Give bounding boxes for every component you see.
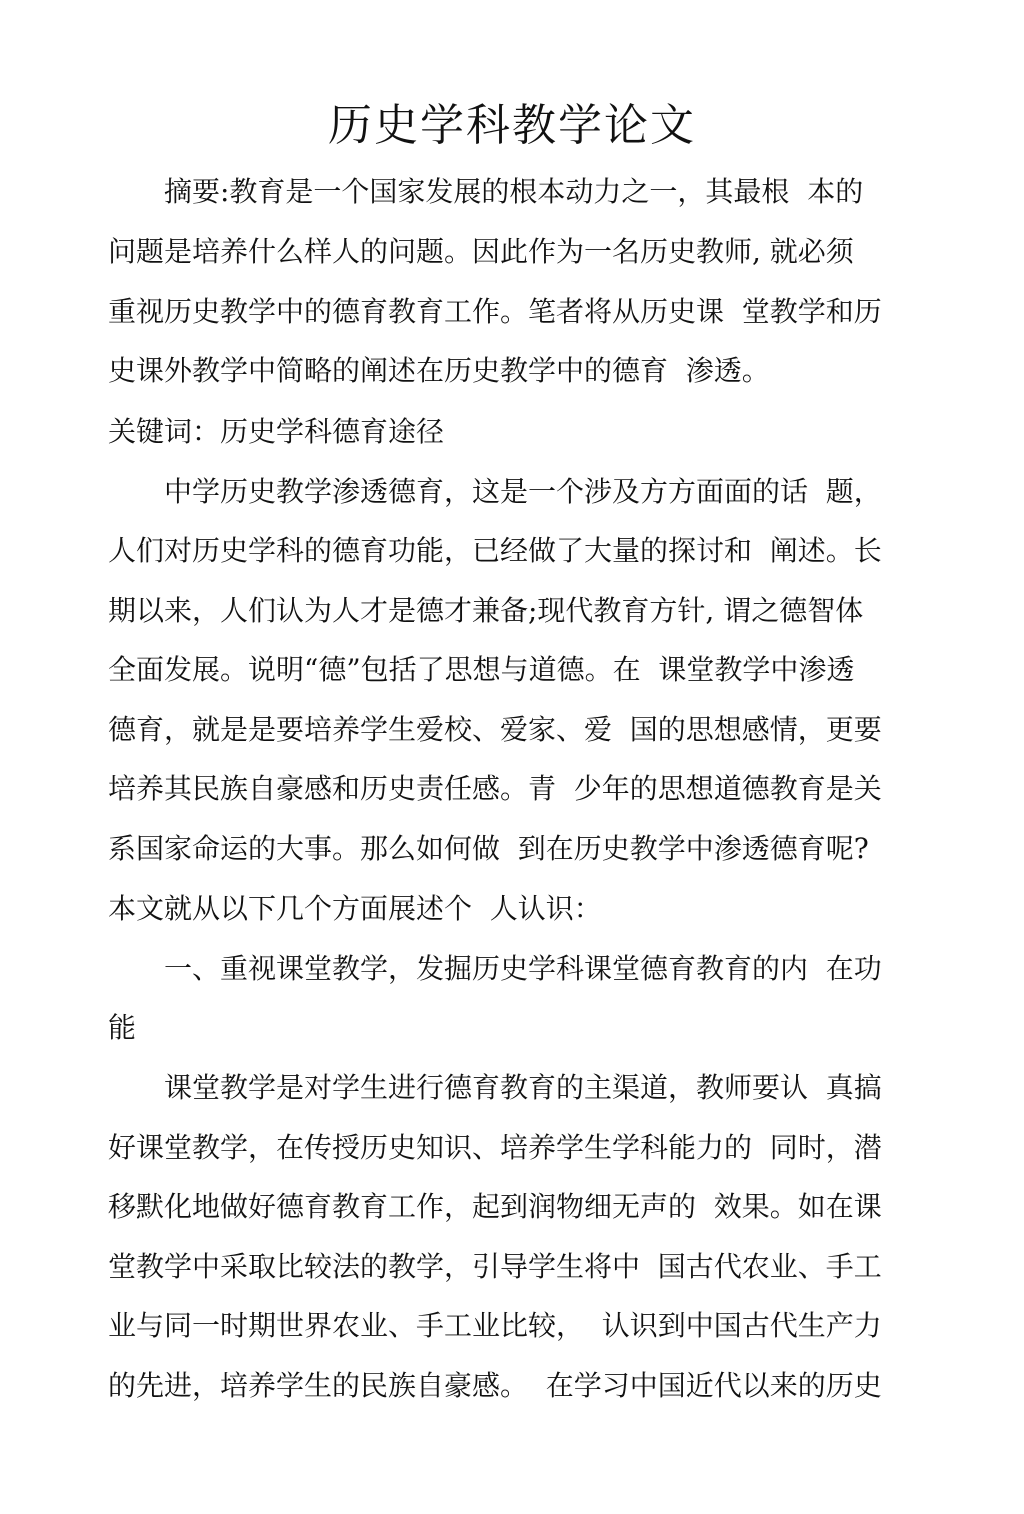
paragraph-line: 堂教学中采取比较法的教学，引导学生将中 国古代农业、手工 (108, 1250, 882, 1283)
paragraph-line: 本文就从以下几个方面展述个 人认识： (108, 892, 602, 925)
paragraph-line: 培养其民族自豪感和历史责任感。青 少年的思想道德教育是关 (108, 772, 882, 805)
paragraph-line: 业与同一时期世界农业、手工业比较， 认识到中国古代生产力 (108, 1309, 882, 1342)
keywords-line: 关键词：历史学科德育途径 (108, 415, 445, 448)
abstract-line-1: 摘要:教育是一个国家发展的根本动力之一，其最根 本的 (108, 175, 864, 208)
section-heading-line-2: 能 (108, 1011, 137, 1044)
abstract-line-4: 史课外教学中简略的阐述在历史教学中的德育 渗透。 (108, 354, 770, 387)
abstract-line-2: 问题是培养什么样人的问题。因此作为一名历史教师, 就必须 (108, 235, 854, 268)
paragraph-line: 期以来，人们认为人才是德才兼备;现代教育方针, 谓之德智体 (108, 594, 864, 627)
document-title: 历史学科教学论文 (328, 100, 696, 151)
section-heading-line-1: 一、重视课堂教学，发掘历史学科课堂德育教育的内 在功 (108, 952, 882, 985)
paragraph-line: 移默化地做好德育教育工作，起到润物细无声的 效果。如在课 (108, 1190, 882, 1223)
abstract-line-3: 重视历史教学中的德育教育工作。笔者将从历史课 堂教学和历 (108, 295, 882, 328)
paragraph-line: 全面发展。说明“德”包括了思想与道德。在 课堂教学中渗透 (108, 653, 855, 686)
paragraph-line: 好课堂教学，在传授历史知识、培养学生学科能力的 同时，潜 (108, 1131, 882, 1164)
paragraph-line: 的先进，培养学生的民族自豪感。 在学习中国近代以来的历史 (108, 1369, 882, 1402)
paragraph-line: 德育，就是是要培养学生爱校、爱家、爱 国的思想感情，更要 (108, 713, 882, 746)
paragraph-line: 系国家命运的大事。那么如何做 到在历史教学中渗透德育呢? (108, 832, 869, 865)
paragraph-line: 中学历史教学渗透德育，这是一个涉及方方面面的话 题， (108, 475, 882, 508)
paragraph-line: 课堂教学是对学生进行德育教育的主渠道，教师要认 真搞 (108, 1071, 882, 1104)
paragraph-line: 人们对历史学科的德育功能，已经做了大量的探讨和 阐述。长 (108, 534, 882, 567)
